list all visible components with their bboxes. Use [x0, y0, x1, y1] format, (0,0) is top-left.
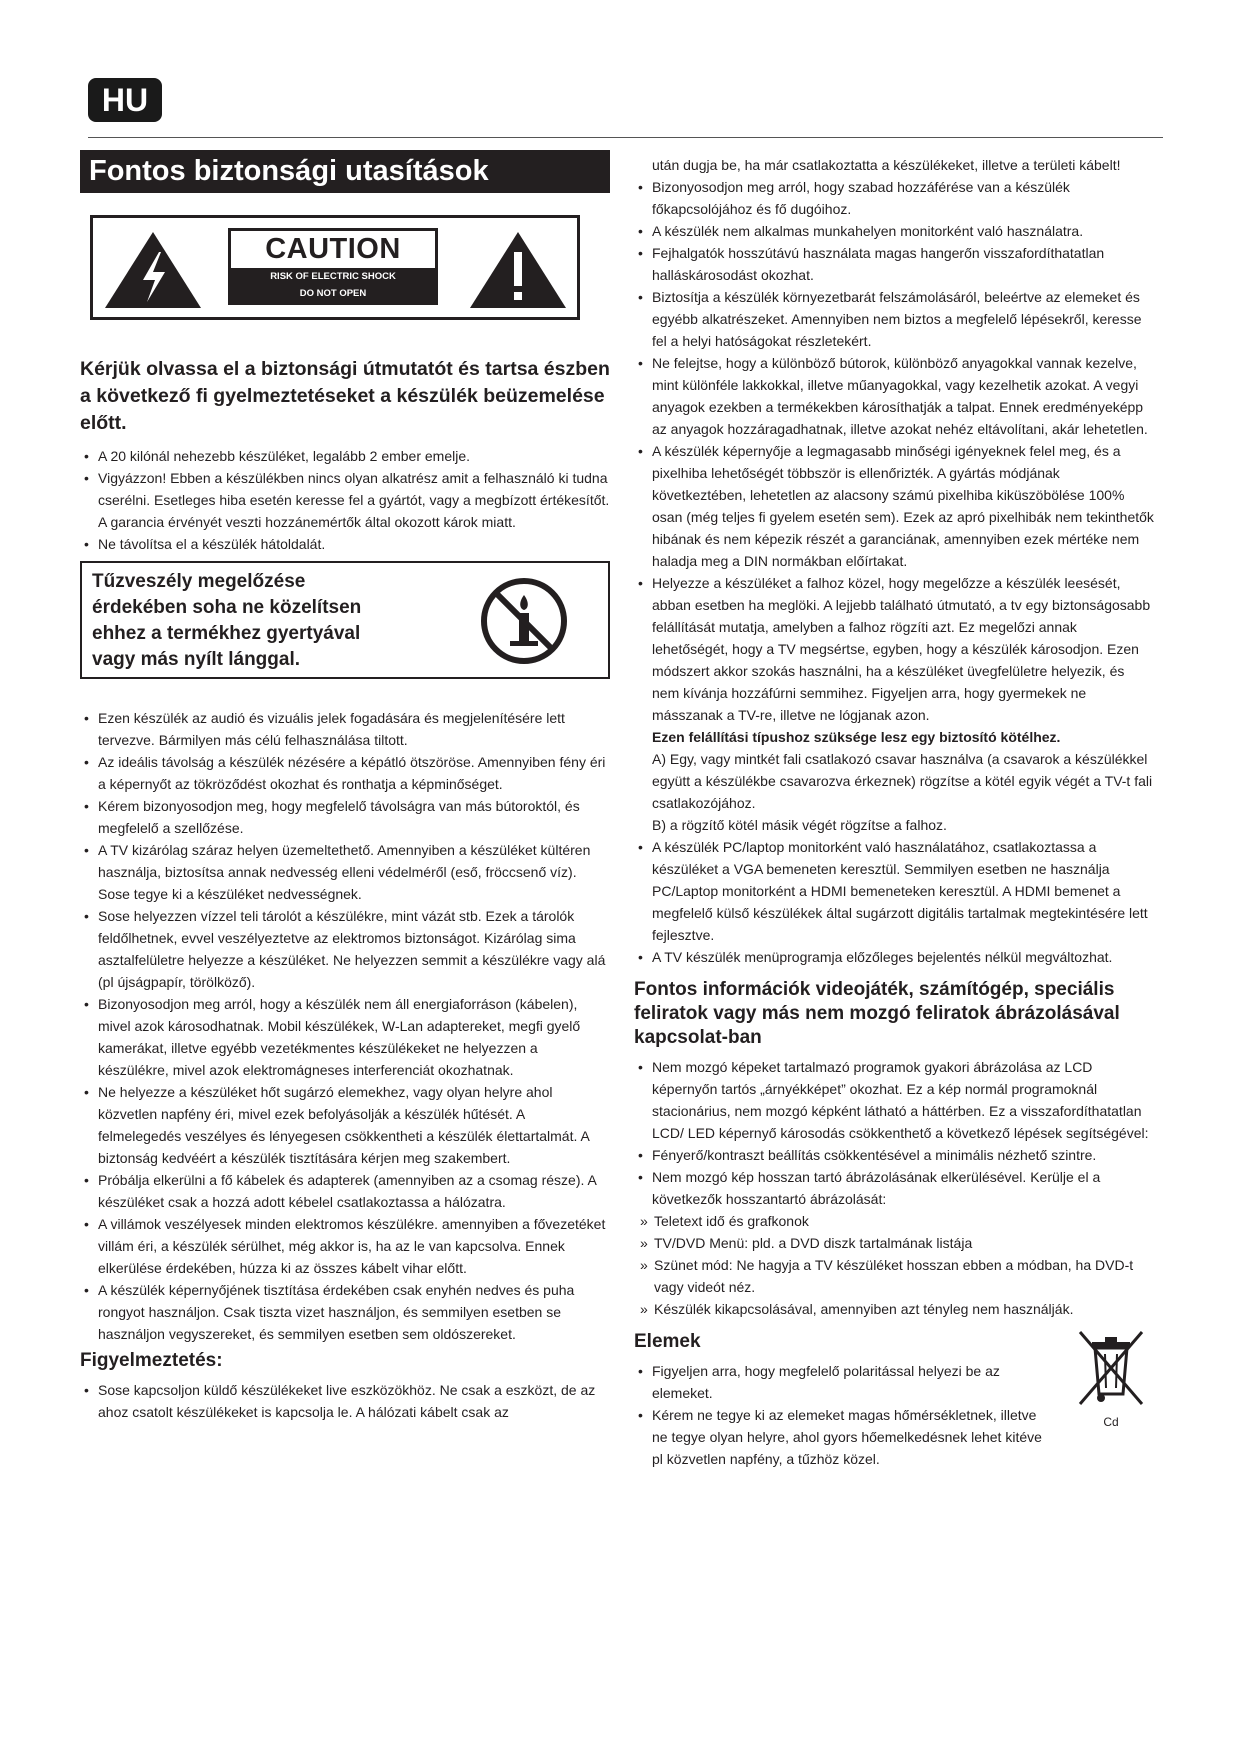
batteries-section	[634, 1330, 1154, 1470]
exclamation-warning-icon	[468, 230, 568, 310]
warning-list	[80, 1379, 610, 1423]
list-item: • Ne távolítsa el a készülék hátoldalát.	[80, 533, 610, 555]
safety-list-c	[634, 176, 1154, 726]
caution-line-2: DO NOT OPEN	[299, 288, 367, 299]
safety-list-d	[634, 836, 1154, 968]
list-item: • A villámok veszélyesek minden elektromos készülékre. amennyiben a fővezetéket villám éri, a készülék sérülhet, még akkor is, ha az le van kapcsolva. Ennek elkerülése érdekében, húzza ki az összes kábelt vihar előtt.	[80, 1213, 610, 1279]
list-item: • Ne helyezze a készüléket hőt sugárzó elemekhez, vagy olyan helyre ahol közvetlen napfény éri, mivel ezek befolyásolják a készülék hűtését. A felmelegedés veszélyes és lényegesen csökkentheti a készülék élettartalmát. A biztonság kedvéért a készülék tisztítására kérjen meg szakembert.	[80, 1081, 610, 1169]
list-item: • A TV készülék menüprogramja előzőleges bejelentés nélkül megváltozhat.	[634, 946, 1154, 968]
video-heading: Fontos információk videojáték, számítógép, speciális feliratok vagy más nem mozgó feliratok ábrázolásával kapcsolat-ban	[634, 979, 1120, 1048]
list-item: • Ezen készülék az audió és vizuális jelek fogadására és megjelenítésére lett tervezve. Bármilyen más célú felhasználása tiltott.	[80, 707, 610, 751]
installation-note: Ezen felállítási típushoz szüksége lesz egy biztosító kötélhez.	[652, 729, 1061, 745]
list-item: • Próbálja elkerülni a fő kábelek és adapterek (amennyiben az a csomag része). A készüléket csak a hozzá adott kébelel csatlakoztassa a hálózatra.	[80, 1169, 610, 1213]
left-column	[80, 150, 610, 1423]
list-item: • Sose helyezzen vízzel teli tárolót a készülékre, mint vázát stb. Ezek a tárolók feldőlhetnek, evvel veszélyeztetve az elektromos biztonságot. Kizárólag sima asztalfelületre helyezze a készüléket. Ne helyezzen semmit a készülékre vagy alá (pl újságpapír, törölköző).	[80, 905, 610, 993]
header-rule	[88, 137, 1163, 138]
list-item: • Bizonyosodjon meg arról, hogy a készülék nem áll energiaforráson (kábelen), mivel azok károsodhatnak. Mobil készülékek, W-Lan adaptereket, megfi gyelő kamerákat, illetve egyébb vezetékmentes készülékeket ne helyezzen a készülékre, mivel azok elektromágneses interferenciát okozhatnak.	[80, 993, 610, 1081]
list-item: • A TV kizárólag száraz helyen üzemeltethető. Amennyiben a készüléket kültéren használja, biztosítsa annak nedvesség elleni védelméről (eső, fröccsenő víz). Sose tegye ki a készüléket nedvességnek.	[80, 839, 610, 905]
caution-subtext	[231, 268, 435, 302]
crossed-bin-icon	[1076, 1328, 1146, 1408]
list-item: • Ne felejtse, hogy a különböző bútorok, különböző anyagokkal vannak kezelve, mint különféle lakkokkal, illetve műanyagokkal, vagy kezelhetik azokat. A vegyi anyagok ezekben a termékekben károsíthatják a talpat. Ennek eredményeképp az anyagok hozzáragadhatnak, illetve azokat nehéz eltávolítani, akár lehetetlen.	[634, 352, 1154, 440]
caution-line-1: RISK OF ELECTRIC SHOCK	[270, 271, 396, 282]
sub-list-item: » TV/DVD Menü: pld. a DVD diszk tartalmának listája	[634, 1232, 1154, 1254]
intro-heading: Kérjük olvassa el a biztonsági útmutatót és tartsa észben a következő fi gyelmeztetéseket a készülék beüzemelése előtt.	[80, 358, 610, 434]
lightning-warning-icon	[103, 230, 203, 310]
language-badge: HU	[88, 78, 162, 122]
list-item: • Biztosítja a készülék környezetbarát felszámolásáról, beleértve az elemeket és egyébb alkatrészeket. Amennyiben nem biztos a megfelelő lépésekről, keresse fel a helyi hatóságokat részletekért.	[634, 286, 1154, 352]
list-item: • A készülék PC/laptop monitorként való használatához, csatlakoztassa a készüléket a VGA bemeneten keresztül. Semmilyen esetben ne használja PC/Laptop monitorként a HDMI bemeneteken keresztül. A HDMI bemenet a megfelelő külső készülékek által sugárzott digitális tartalmak megtekintésére lett fejlesztve.	[634, 836, 1154, 946]
list-item: • Sose kapcsoljon küldő készülékeket live eszközökhöz. Ne csak a eszközt, de az ahoz csatolt készülékeket is kapcsolja le. A hálózati kábelt csak az	[80, 1379, 610, 1423]
batteries-heading: Elemek	[634, 1331, 701, 1352]
video-list	[634, 1056, 1154, 1320]
list-item: • A készülék képernyője a legmagasabb minőségi igényeknek felel meg, és a pixelhiba lehetőségét többször is ellenőrizték. A gyártás módjának következtében, lehetetlen az alacsony számú pixelhiba kiküszöbölése 100% osan (még teljes fi gyelem esetén sem). Ezek az apró pixelhibák nem tekinthetők hibának és nem képezik részét a garanciának, amennyiben ezek mértéke nem haladja meg a DIN normákban előírtakat.	[634, 440, 1154, 572]
fire-warning-box	[80, 561, 610, 679]
no-candle-icon	[480, 577, 568, 665]
list-item: • A 20 kilónál nehezebb készüléket, legalább 2 ember emelje.	[80, 445, 610, 467]
list-item: • Bizonyosodjon meg arról, hogy szabad hozzáférése van a készülék főkapcsolójához és fő dugóihoz.	[634, 176, 1154, 220]
list-item: • Kérem bizonyosodjon meg, hogy megfelelő távolságra van más bútoroktól, és megfelelő a szellőzése.	[80, 795, 610, 839]
warning-heading: Figyelmeztetés:	[80, 1350, 223, 1371]
sub-list-item: » Szünet mód: Ne hagyja a TV készüléket hosszan ebben a módban, ha DVD-t vagy videót néz.	[634, 1254, 1154, 1298]
list-item: • Figyeljen arra, hogy megfelelő polaritással helyezi be az elemeket.	[634, 1360, 1044, 1404]
list-item: • Nem mozgó kép hosszan tartó ábrázolásának elkerülésével. Kerülje el a következők hosszantartó ábrázolását:	[634, 1166, 1154, 1210]
list-item: • Az ideális távolság a készülék nézésére a képátló ötszöröse. Amennyiben fény éri a képernyőt az tökröződést okozhat és ronthatja a képminőséget.	[80, 751, 610, 795]
list-item: • A készülék nem alkalmas munkahelyen monitorként való használatra.	[634, 220, 1154, 242]
list-item: • Helyezze a készüléket a falhoz közel, hogy megelőzze a készülék leesését, abban esetben ha meglöki. A lejjebb található útmutató, a tv egy biztonságosabb felállítását mutatja, amelyben a falhoz rögzíti azt. Ez megelőzi annak lehetőségét, hogy a TV megsértse, egyben, hogy a készülék károsodjon. Ezen módszert akkor szokás használni, ha a készüléket üvegfelületre helyezik, és nem kívánja hozzáfúrni semmihez. Figyeljen arra, hogy gyermekek ne másszanak a TV-re, illetve ne lógjanak azon.	[634, 572, 1154, 726]
right-column	[634, 154, 1154, 1470]
batteries-list	[634, 1360, 1044, 1470]
sub-list-item: » Teletext idő és grafkonok	[634, 1210, 1154, 1232]
continued-text: után dugja be, ha már csatlakoztatta a készülékeket, illetve a területi kábelt!	[652, 157, 1121, 173]
installation-step-a: A) Egy, vagy mintkét fali csatlakozó csavar használva (a csavarok a készülékkel együtt a készülékbe csavarozva érkeznek) rögzítse a kötél egyik végét a TV-t fali csatlakozójához.	[652, 751, 1153, 811]
caution-word: CAUTION	[265, 233, 401, 265]
list-item: • Fejhalgatók hosszútávú használata magas hangerőn visszafordíthatatlan halláskárosodást okozhat.	[634, 242, 1154, 286]
sub-list-item: » Készülék kikapcsolásával, amennyiben azt tényleg nem használják.	[634, 1298, 1154, 1320]
caution-label	[90, 215, 580, 320]
list-item: • Vigyázzon! Ebben a készülékben nincs olyan alkatrész amit a felhasználó ki tudna cserélni. Esetleges hiba esetén keresse fel a gyártót, vagy a megbízott értékesítőt. A garancia érvényét veszti hozzánemértők által okozott károk miatt.	[80, 467, 610, 533]
weee-symbol	[1076, 1328, 1146, 1429]
list-item: • Nem mozgó képeket tartalmazó programok gyakori ábrázolása az LCD képernyőn tartós „árnyékképet” okozhat. Ez a kép normál programoknál stacionárius, nem mozgó képként látható a háttérben. Ez a visszafordíthatatlan LCD/ LED képernyő károsodás csökkenthető a következő lépések segítségével:	[634, 1056, 1154, 1144]
installation-step-b: B) a rögzítő kötél másik végét rögzítse a falhoz.	[652, 817, 947, 833]
weee-label: Cd	[1103, 1415, 1119, 1429]
safety-list-a	[80, 445, 610, 555]
list-item: • A készülék képernyőjének tisztítása érdekében csak enyhén nedves és puha rongyot használjon. Csak tiszta vizet használjon, és semmilyen esetben se használjon vegyszereket, és semmilyen esetben sem oldószereket.	[80, 1279, 610, 1345]
safety-list-b	[80, 707, 610, 1345]
list-item: • Fényerő/kontraszt beállítás csökkentésével a minimális nézhető szintre.	[634, 1144, 1154, 1166]
page-title: Fontos biztonsági utasítások	[80, 150, 610, 193]
fire-warning-text: Tűzveszély megelőzése érdekében soha ne közelítsen ehhez a termékhez gyertyával vagy más nyílt lánggal.	[92, 571, 362, 670]
caution-panel	[228, 228, 438, 305]
list-item: • Kérem ne tegye ki az elemeket magas hőmérsékletnek, illetve ne tegye olyan helyre, ahol gyors hőemelkedésnek lehet kitéve pl közvetlen napfény, a tűzhöz közel.	[634, 1404, 1044, 1470]
